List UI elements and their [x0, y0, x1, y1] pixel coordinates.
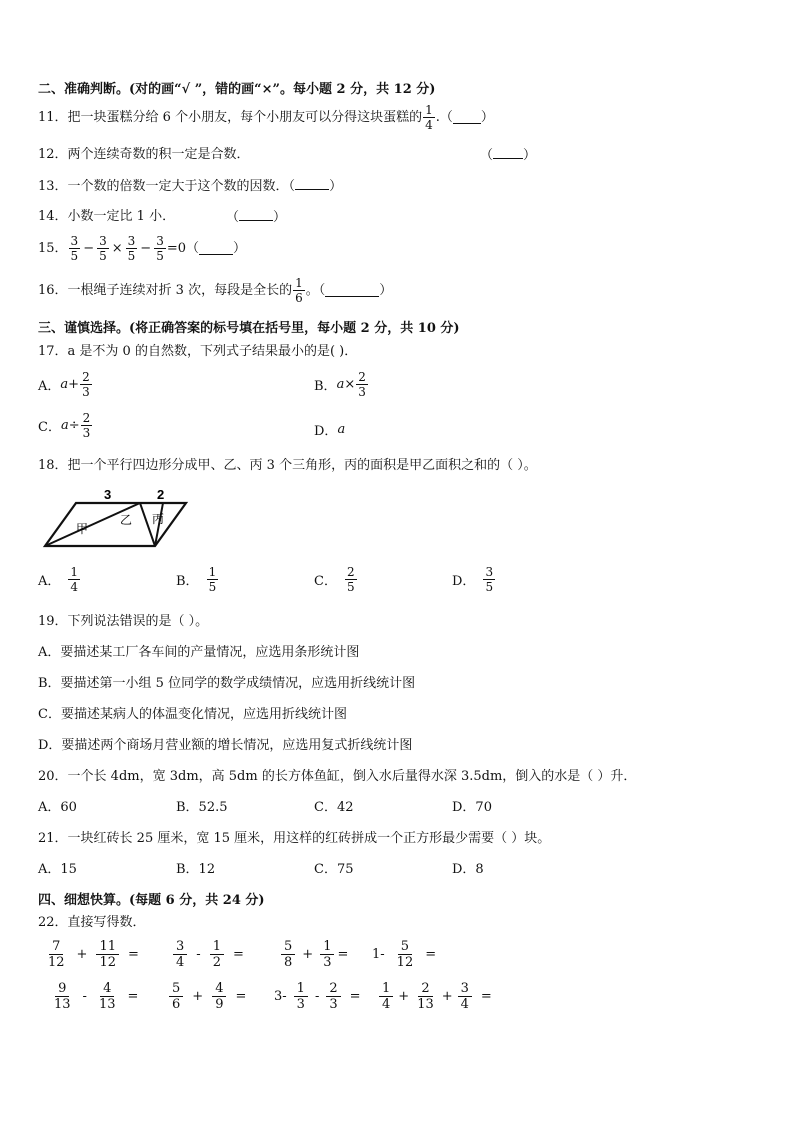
- question-18: 18．把一个平行四边形分成甲、乙、丙 3 个三角形，丙的面积是甲乙面积之和的（ ）。: [38, 458, 537, 473]
- question-16: 16． 一根绳子连续对折 3 次，每段是全长的 $\frac{1}{6}$ 。（ ）: [38, 276, 393, 305]
- question-text: 小数一定比 1 小．: [67, 209, 176, 224]
- figure-label-jia: 甲: [76, 522, 89, 536]
- question-17: 17．a 是不为 0 的自然数，下列式子结果最小的是( )．: [38, 344, 358, 359]
- calc-8: $\frac{1}{4}$ + $\frac{2}{13}$ + $\frac{3}{4}$ =: [378, 982, 494, 1011]
- question-11: 11． 把一块蛋糕分给 6 个小朋友，每个小朋友可以分得这块蛋糕的 $\frac{1}{4}$ .（ ）: [38, 103, 494, 132]
- question-text: 两个连续奇数的积一定是合数．: [67, 147, 250, 162]
- figure-label-yi: 乙: [120, 513, 133, 527]
- option-20-a[interactable]: A．60: [38, 800, 77, 815]
- calc-6: $\frac{5}{6}$ + $\frac{4}{9}$ =: [168, 982, 248, 1011]
- question-12: 12．两个连续奇数的积一定是合数．: [38, 147, 250, 162]
- option-19-c[interactable]: C．要描述某病人的体温变化情况，应选用折线统计图: [38, 707, 347, 722]
- calc-1: $\frac{7}{12}$ + $\frac{11}{12}$ =: [48, 939, 139, 970]
- calc-7: 3- $\frac{1}{3}$ - $\frac{2}{3}$ =: [274, 981, 361, 1012]
- option-20-c[interactable]: C．42: [314, 800, 354, 815]
- section-4-heading: 四、细想快算。(每题 6 分，共 24 分): [38, 893, 265, 908]
- fraction: $\frac{3}{5}$: [127, 234, 136, 263]
- answer-blank[interactable]: [325, 284, 379, 297]
- figure-label-3: 3: [104, 487, 112, 502]
- question-19: 19．下列说法错误的是（ ）。: [38, 614, 209, 629]
- option-20-d[interactable]: D．70: [452, 800, 492, 815]
- fraction: $\frac{3}{5}$: [99, 234, 107, 263]
- option-19-a[interactable]: A．要描述某工厂各车间的产量情况，应选用条形统计图: [38, 645, 360, 660]
- option-17-d[interactable]: D． a: [314, 422, 346, 439]
- question-20: 20．一个长 4dm，宽 3dm，高 5dm 的长方体鱼缸，倒入水后量得水深 3.5dm，倒入的水是（ ）升．: [38, 769, 637, 784]
- calc-5: $\frac{9}{13}$ - $\frac{4}{13}$ =: [54, 981, 139, 1012]
- question-13: 13．一个数的倍数一定大于这个数的因数．（ ）: [38, 179, 343, 194]
- figure-label-bing: 丙: [152, 512, 165, 526]
- answer-blank[interactable]: [493, 146, 523, 159]
- option-21-a[interactable]: A．15: [38, 862, 77, 877]
- question-12-answer: （ ）: [480, 148, 537, 163]
- option-18-a[interactable]: A． $\frac{1}{4}$: [38, 565, 79, 594]
- option-19-b[interactable]: B．要描述第一小组 5 位同学的数学成绩情况，应选用折线统计图: [38, 676, 416, 691]
- option-21-c[interactable]: C．75: [314, 862, 354, 877]
- option-17-a[interactable]: A． a + $\frac{2}{3}$: [38, 370, 90, 399]
- question-15: 15． $\frac{3}{5}$ − $\frac{3}{5}$ × $\frac{3}{5}$ − $\frac{3}{5}$ =0（ ）: [38, 234, 247, 263]
- parallelogram-figure: [40, 486, 192, 550]
- calc-3: $\frac{5}{8}$ + $\frac{1}{3}$ =: [280, 940, 350, 969]
- calc-4: 1- $\frac{5}{12}$ =: [372, 939, 437, 970]
- question-text: 把一块蛋糕分给 6 个小朋友，每个小朋友可以分得这块蛋糕的: [67, 109, 423, 125]
- fraction: $\frac{1}{4}$: [425, 103, 433, 132]
- option-18-c[interactable]: C． $\frac{2}{5}$: [314, 565, 355, 594]
- option-21-b[interactable]: B．12: [176, 862, 216, 877]
- fraction: $\frac{1}{6}$: [295, 276, 303, 305]
- question-number: 11．: [38, 109, 68, 125]
- question-text: 一个数的倍数一定大于这个数的因数．（: [67, 179, 296, 194]
- question-text: 一根绳子连续对折 3 次，每段是全长的: [67, 282, 293, 298]
- answer-blank[interactable]: [199, 242, 233, 255]
- answer-blank[interactable]: [453, 111, 481, 124]
- question-14-answer: （ ）: [226, 210, 287, 225]
- figure-label-2: 2: [157, 487, 165, 502]
- option-18-b[interactable]: B． $\frac{1}{5}$: [176, 565, 217, 594]
- answer-blank[interactable]: [239, 208, 273, 221]
- option-18-d[interactable]: D． $\frac{3}{5}$: [452, 565, 494, 594]
- section-3-heading: 三、谨慎选择。(将正确答案的标号填在括号里，每小题 2 分，共 10 分): [38, 321, 460, 336]
- option-20-b[interactable]: B．52.5: [176, 800, 228, 815]
- option-17-b[interactable]: B． a × $\frac{2}{3}$: [314, 370, 366, 399]
- question-14: 14．小数一定比 1 小．: [38, 209, 176, 224]
- fraction: $\frac{3}{5}$: [156, 234, 164, 263]
- calc-2: $\frac{3}{4}$ - $\frac{1}{2}$ =: [172, 940, 246, 969]
- option-17-c[interactable]: C． a ÷ $\frac{2}{3}$: [38, 411, 91, 440]
- question-22: 22．直接写得数．: [38, 915, 146, 930]
- option-21-d[interactable]: D．8: [452, 862, 484, 877]
- question-21: 21．一块红砖长 25 厘米，宽 15 厘米，用这样的红砖拼成一个正方形最少需要（ ）块。: [38, 831, 551, 846]
- parallelogram-outline: [45, 503, 186, 546]
- option-19-d[interactable]: D．要描述两个商场月营业额的增长情况，应选用复式折线统计图: [38, 738, 413, 753]
- fraction: $\frac{3}{5}$: [70, 234, 79, 263]
- section-2-heading: 二、准确判断。(对的画“√ ”，错的画“×”。每小题 2 分，共 12 分): [38, 82, 436, 97]
- answer-blank[interactable]: [295, 177, 329, 190]
